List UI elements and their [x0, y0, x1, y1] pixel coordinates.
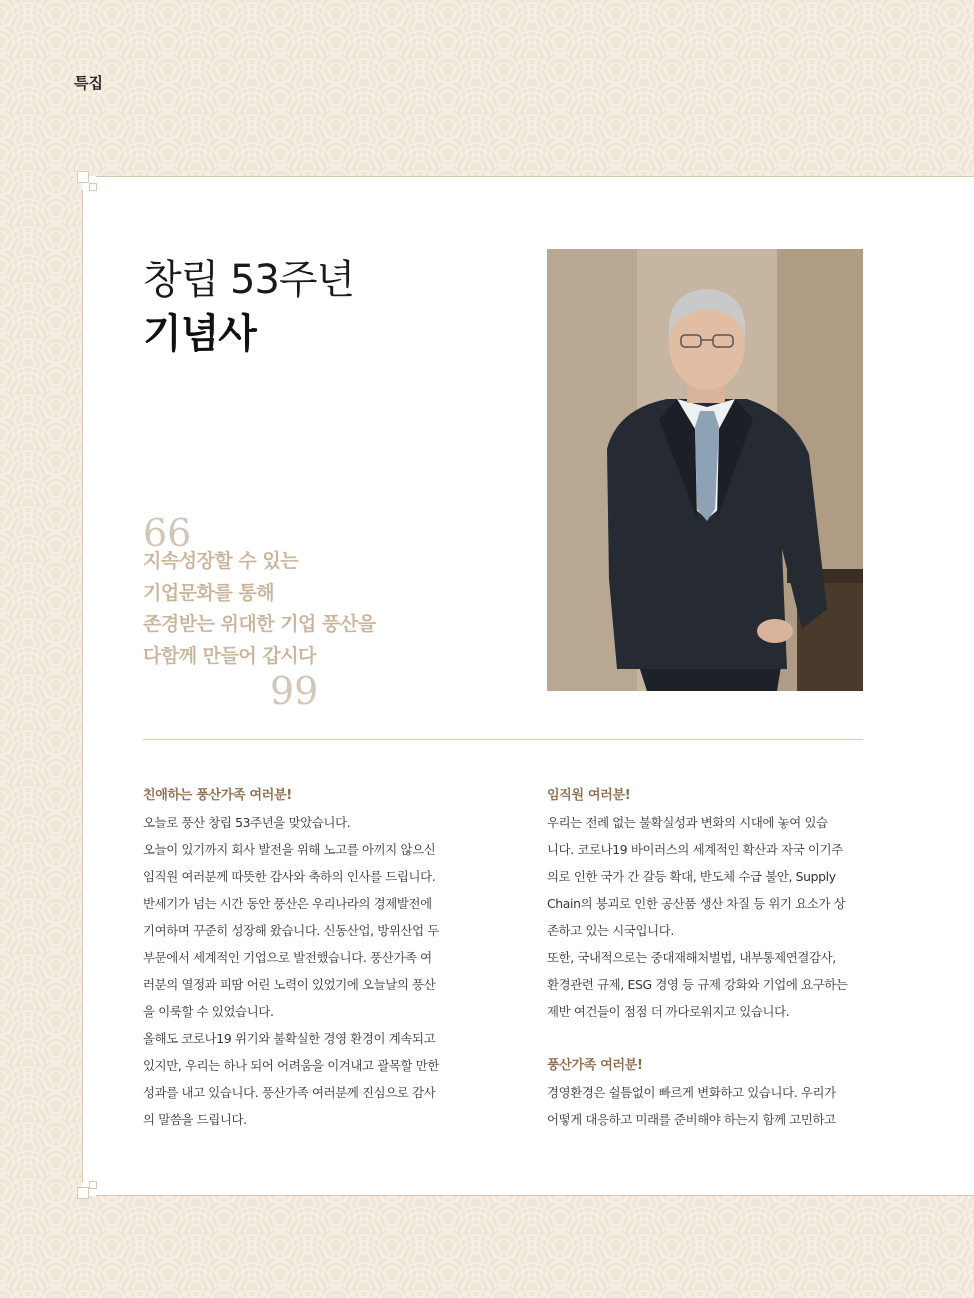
body-line: 경영환경은 쉴틈없이 빠르게 변화하고 있습니다. 우리가 — [547, 1085, 836, 1100]
quote-line: 존경받는 위대한 기업 풍산을 — [143, 613, 376, 635]
body-line: 반세기가 넘는 시간 동안 풍산은 우리나라의 경제발전에 — [143, 896, 432, 911]
quote-close-mark: 99 — [270, 669, 319, 713]
body-line: 우리는 전례 없는 불확실성과 변화의 시대에 놓여 있습 — [547, 815, 828, 830]
body-line: Chain의 붕괴로 인한 공산품 생산 차질 등 위기 요소가 상 — [547, 896, 846, 911]
body-line: 오늘이 있기까지 회사 발전을 위해 노고를 아끼지 않으신 — [143, 842, 436, 857]
body-line: 오늘로 풍산 창립 53주년을 맞았습니다. — [143, 815, 351, 830]
title-line-1: 창립 53주년 — [143, 257, 355, 303]
body-line: 어떻게 대응하고 미래를 준비해야 하는지 함께 고민하고 — [547, 1112, 836, 1127]
section-tag: 특집 — [74, 74, 103, 92]
body-line: 니다. 코로나19 바이러스의 세계적인 확산과 자국 이기주 — [547, 842, 843, 857]
body-line: 을 이룩할 수 있었습니다. — [143, 1004, 274, 1019]
body-line: 기여하며 꾸준히 성장해 왔습니다. 신동산업, 방위산업 두 — [143, 923, 439, 938]
left-column — [143, 782, 465, 1133]
panel-frame-left — [82, 190, 83, 1182]
body-line: 러분의 열정과 피땀 어린 노력이 있었기에 오늘날의 풍산 — [143, 977, 436, 992]
quote-line: 지속성장할 수 있는 — [143, 550, 299, 572]
frame-corner-bottom — [77, 1187, 89, 1199]
body-line: 성과를 내고 있습니다. 풍산가족 여러분께 진심으로 감사 — [143, 1085, 436, 1100]
frame-corner-top-inner — [89, 183, 97, 191]
body-line: 존하고 있는 시국입니다. — [547, 923, 674, 938]
quote-line: 기업문화를 통해 — [143, 581, 275, 604]
right-column — [547, 782, 865, 1133]
frame-corner-top — [77, 171, 89, 183]
body-line: 올해도 코로나19 위기와 불확실한 경영 환경이 계속되고 — [143, 1031, 436, 1046]
body-line: 또한, 국내적으로는 중대재해처벌법, 내부통제연결감사, — [547, 950, 836, 965]
paragraph-gap — [547, 1025, 865, 1052]
body-line: 제반 여건들이 점점 더 까다로워지고 있습니다. — [547, 1004, 790, 1019]
right-heading-2: 풍산가족 여러분! — [547, 1058, 643, 1073]
right-heading-1: 임직원 여러분! — [547, 788, 631, 803]
frame-corner-bottom-inner — [89, 1181, 97, 1189]
body-line: 의로 인한 국가 간 갈등 확대, 반도체 수급 불안, Supply — [547, 869, 836, 884]
left-heading: 친애하는 풍산가족 여러분! — [143, 788, 292, 803]
pull-quote — [143, 546, 443, 672]
body-line: 환경관련 규제, ESG 경영 등 규제 강화와 기업에 요구하는 — [547, 977, 848, 992]
body-line: 의 말씀을 드립니다. — [143, 1112, 247, 1127]
body-line: 있지만, 우리는 하나 되어 어려움을 이겨내고 괄목할 만한 — [143, 1058, 439, 1073]
body-line: 임직원 여러분께 따뜻한 감사와 축하의 인사를 드립니다. — [143, 869, 436, 884]
portrait-photo — [547, 249, 863, 691]
title-line-2: 기념사 — [143, 311, 256, 357]
quote-open-mark: 66 — [143, 511, 192, 555]
quote-line: 다함께 만들어 갑시다 — [143, 644, 316, 667]
body-line: 부문에서 세계적인 기업으로 발전했습니다. 풍산가족 여 — [143, 950, 432, 965]
section-divider — [143, 739, 863, 740]
